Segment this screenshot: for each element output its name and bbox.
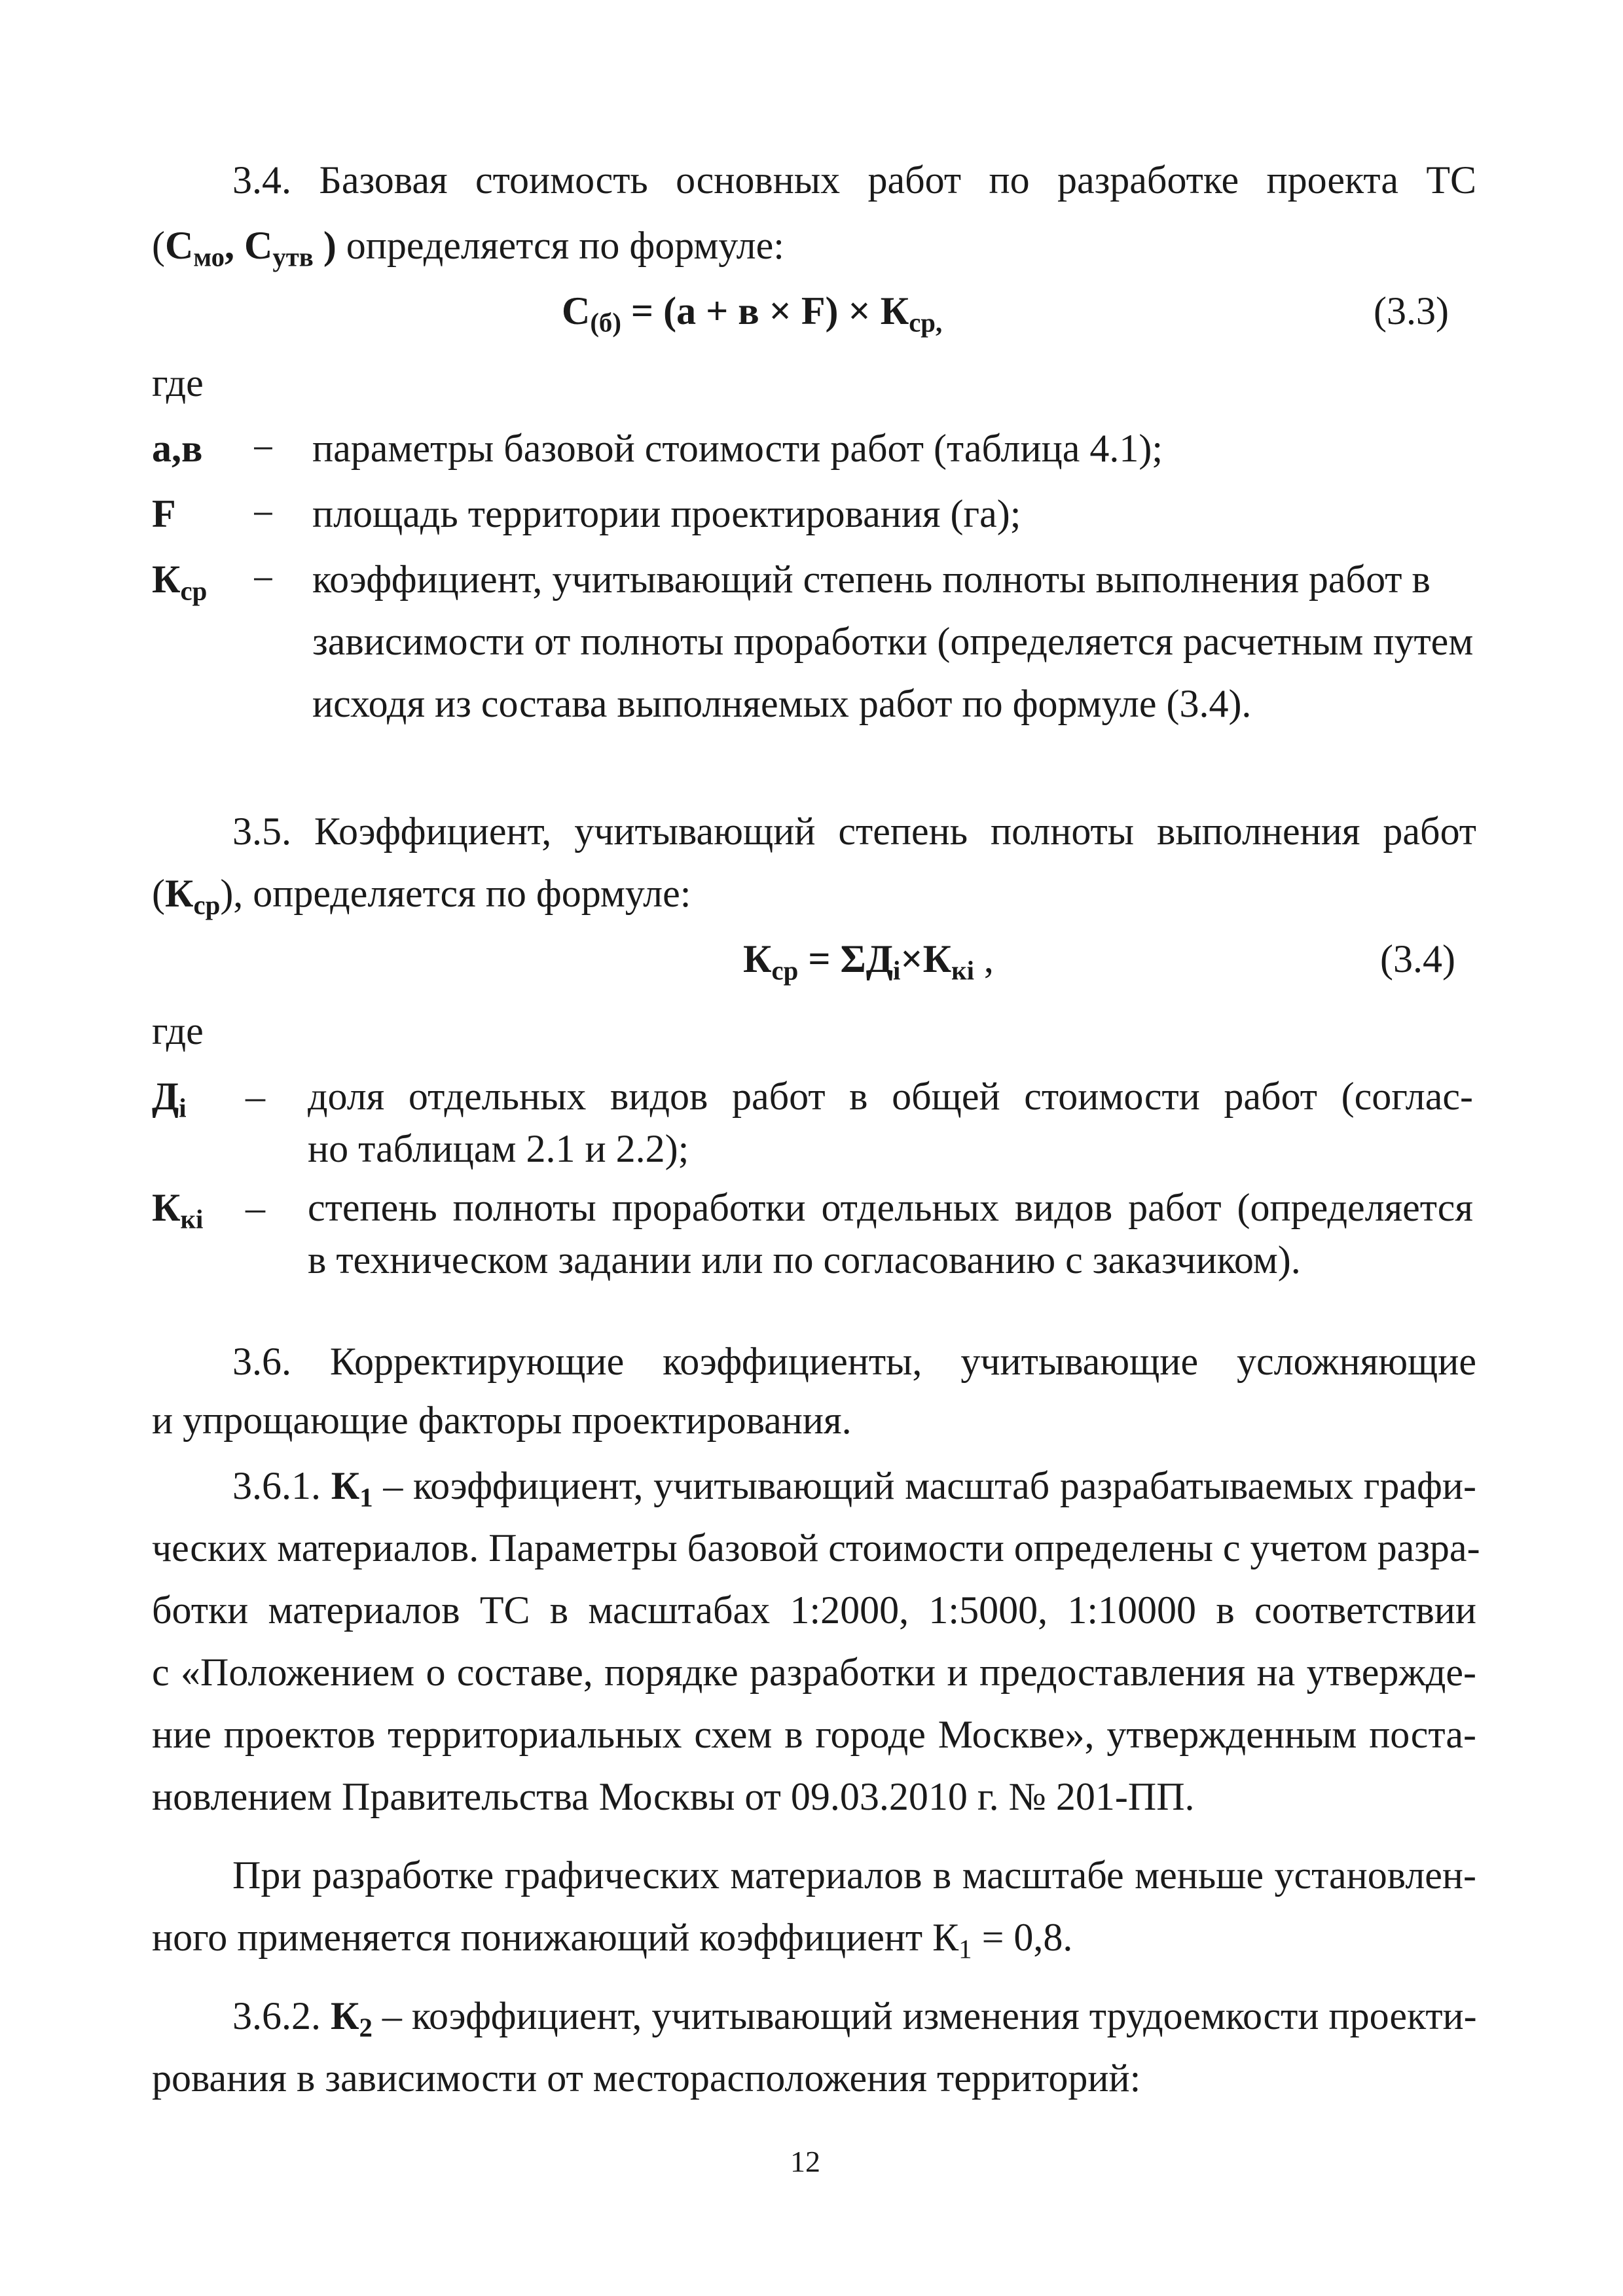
para-3-6-1-line-3: ботки материалов ТС в масштабах 1:2000, 1:5000, 1:10000 в соответствии bbox=[152, 1588, 1476, 1632]
para-3-6-1-line-2: ческих материалов. Параметры базовой стоимости определены с учетом разра- bbox=[152, 1526, 1480, 1570]
def-text-k-sr-line-1: коэффициент, учитывающий степень полноты выполнения работ в bbox=[312, 558, 1431, 601]
page-number: 12 bbox=[790, 2145, 820, 2178]
para-3-6-2-line-1: 3.6.2. $К_2$ – коэффициент, учитывающий изменения трудоемкости проекти- bbox=[232, 1994, 1477, 2043]
def-symbol-k-sr: $К_{ср}$ bbox=[152, 558, 208, 606]
where-label-3-4: где bbox=[152, 1009, 204, 1052]
def-text-k-ki-line-2: в техническом задании или по согласованию с заказчиком). bbox=[308, 1238, 1301, 1282]
para-3-6-2-line-2: рования в зависимости от месторасположения территорий: bbox=[152, 2056, 1141, 2100]
para-3-6-line-2: и упрощающие факторы проектирования. bbox=[152, 1399, 852, 1442]
def-symbol-f: F bbox=[152, 492, 176, 535]
def-text-d-i-line-2: но таблицам 2.1 и 2.2); bbox=[308, 1127, 689, 1170]
def-text-k-sr-line-2: зависимости от полноты проработки (определяется расчетным путем bbox=[312, 620, 1474, 663]
para-3-5-line-2: $(К_{ср})$, определяется по формуле: bbox=[152, 872, 691, 920]
para-3-4-line-2: ($С_{мо}$, $С_{утв}$ ) определяется по формуле: bbox=[152, 224, 784, 272]
equation-number-3-4: (3.4) bbox=[1380, 937, 1455, 980]
def-dash: − bbox=[252, 558, 274, 601]
def-text-k-ki-line-1: степень полноты проработки отдельных видов работ (определяется bbox=[308, 1186, 1473, 1229]
para-3-5-line-1: 3.5. Коэффициент, учитывающий степень полноты выполнения работ bbox=[232, 810, 1476, 853]
para-3-6-1-line-5: ние проектов территориальных схем в городе Москве», утвержденным поста- bbox=[152, 1713, 1476, 1756]
para-3-6-1-line-6: новлением Правительства Москвы от 09.03.2010 г. № 201-ПП. bbox=[152, 1775, 1195, 1818]
formula-3-3: $С_{(б)} = (а + в \times F) \times К_{ср,}$ bbox=[562, 289, 943, 338]
para-scale-line-1: При разработке графических материалов в масштабе меньше установлен- bbox=[232, 1854, 1476, 1897]
para-scale-line-2: ного применяется понижающий коэффициент $К_1 = 0,8$. bbox=[152, 1916, 1073, 1964]
para-3-6-line-1: 3.6. Корректирующие коэффициенты, учитывающие усложняющие bbox=[232, 1340, 1476, 1383]
def-text-f: площадь территории проектирования (га); bbox=[312, 492, 1021, 535]
para-3-6-1-line-1: 3.6.1. $К_1$ – коэффициент, учитывающий масштаб разрабатываемых графи- bbox=[232, 1464, 1477, 1513]
formula-3-4: $К_{ср} = \Sigma Д_i\times К_{кi}$ , bbox=[743, 937, 994, 986]
equation-number-3-3: (3.3) bbox=[1374, 289, 1449, 332]
def-dash: – bbox=[246, 1075, 265, 1118]
def-symbol-d-i: $Д_i$ bbox=[152, 1075, 187, 1123]
para-3-4-line-1: 3.4. Базовая стоимость основных работ по разработке проекта ТС bbox=[232, 158, 1476, 202]
def-dash: – bbox=[246, 1186, 265, 1229]
def-text-k-sr-line-3: исходя из состава выполняемых работ по формуле (3.4). bbox=[312, 682, 1252, 725]
def-symbol-k-ki: $К_{кi}$ bbox=[152, 1186, 204, 1234]
def-dash: − bbox=[252, 492, 274, 535]
def-dash: − bbox=[252, 427, 274, 470]
def-symbol-a-b: а,в bbox=[152, 427, 203, 470]
para-3-6-1-line-4: с «Положением о составе, порядке разработки и предоставления на утвержде- bbox=[152, 1651, 1476, 1694]
def-text-a-b: параметры базовой стоимости работ (таблица 4.1); bbox=[312, 427, 1163, 470]
def-text-d-i-line-1: доля отдельных видов работ в общей стоимости работ (соглас- bbox=[308, 1075, 1473, 1118]
where-label-3-3: где bbox=[152, 361, 204, 404]
